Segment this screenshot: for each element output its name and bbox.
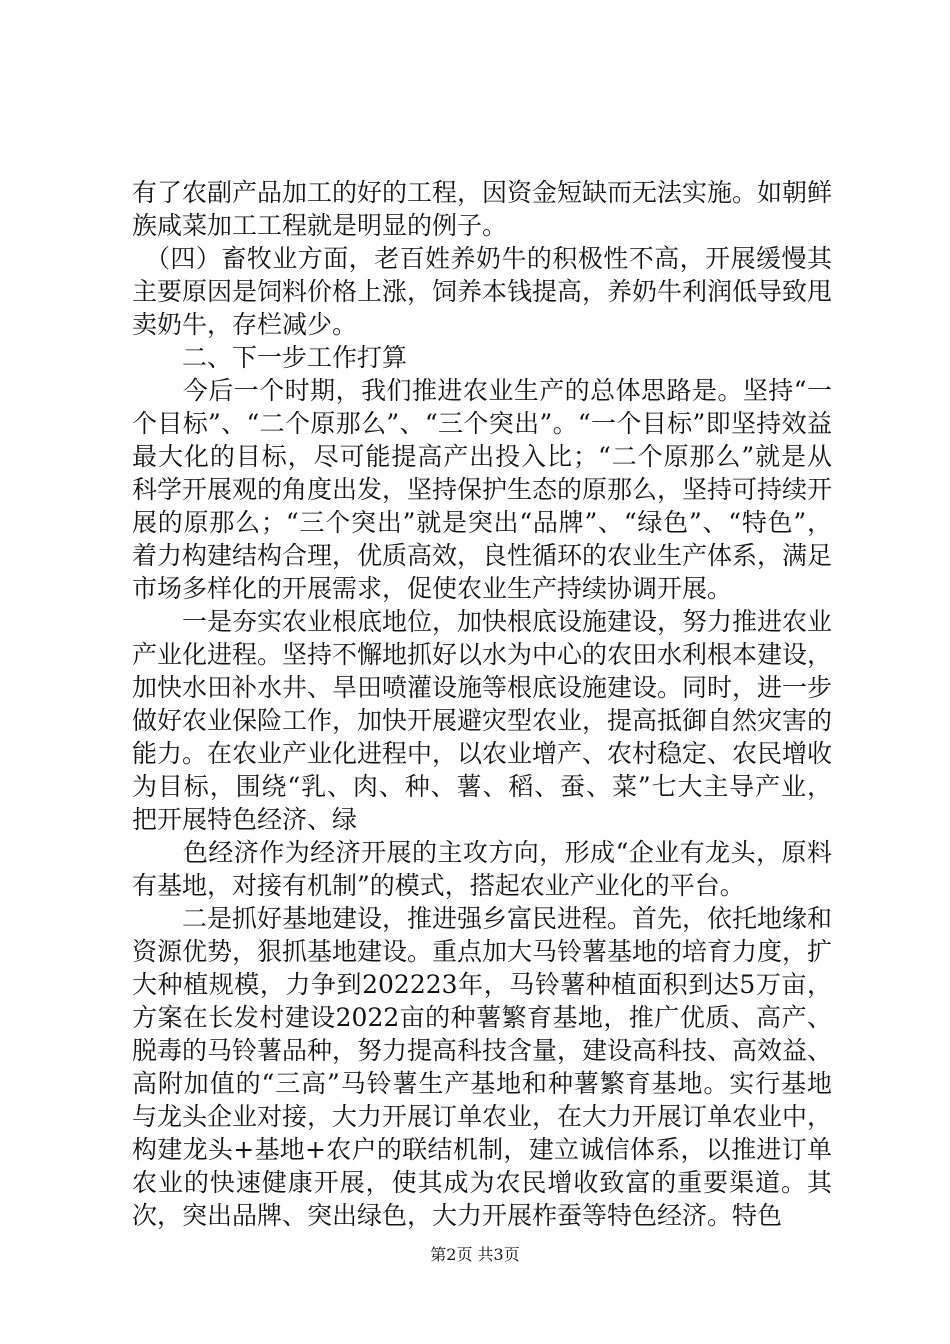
document-body [132,176,832,1232]
paragraph-1: 有了农副产品加工的好的工程，因资金短缺而无法实施。如朝鲜族咸菜加工工程就是明显的例子。 [132,178,833,240]
paragraph-2: （四）畜牧业方面，老百姓养奶牛的积极性不高，开展缓慢其主要原因是饲料价格上涨，饲养本钱提高，养奶牛利润低导致甩卖奶牛，存栏减少。 [132,244,833,339]
paragraph-4: 一是夯实农业根底地位，加快根底设施建设，努力推进农业产业化进程。坚持不懈地抓好以水为中心的农田水利根本建设，加快水田补水井、旱田喷灌设施等根底设施建设。同时，进一步做好农业保险工作，加快开展避灾型农业，提高抵御自然灾害的能力。在农业产业化进程中，以农业增产、农村稳定、农民增收为目标，围绕“乳、肉、种、薯、稻、蚕、菜”七大主导产业，把开展特色经济、绿 [132,607,833,834]
section-heading: 二、下一步工作打算 [132,343,408,372]
paragraph-5: 色经济作为经济开展的主攻方向，形成“企业有龙头，原料有基地，对接有机制”的模式，搭起农业产业化的平台。 [132,838,832,900]
page-number-footer: 第2页 共3页 [430,1245,520,1264]
paragraph-6: 二是抓好基地建设，推进强乡富民进程。首先，依托地缘和资源优势，狠抓基地建设。重点加大马铃薯基地的培育力度，扩大种植规模，力争到202223年，马铃薯种植面积到达5万亩，方案在长发村建设2022亩的种薯繁育基地，推广优质、高产、脱毒的马铃薯品种，努力提高科技含量，建设高科技、高效益、高附加值的“三高”马铃薯生产基地和种薯繁育基地。实行基地与龙头企业对接，大力开展订单农业，在大力开展订单农业中，构建龙头+基地+农户的联结机制，建立诚信体系，以推进订单农业的快速健康开展，使其成为农民增收致富的重要渠道。其次，突出品牌、突出绿色，大力开展柞蚕等特色经济。特色 [132,904,833,1230]
paragraph-3: 今后一个时期，我们推进农业生产的总体思路是。坚持“一个目标”、“二个原那么”、“三个突出”。“一个目标”即坚持效益最大化的目标，尽可能提高产出投入比；“二个原那么”就是从科学开展观的角度出发，坚持保护生态的原那么，坚持可持续开展的原那么；“三个突出”就是突出“品牌”、“绿色”、“特色”，着力构建结构合理，优质高效，良性循环的农业生产体系，满足市场多样化的开展需求，促使农业生产持续协调开展。 [132,376,833,603]
